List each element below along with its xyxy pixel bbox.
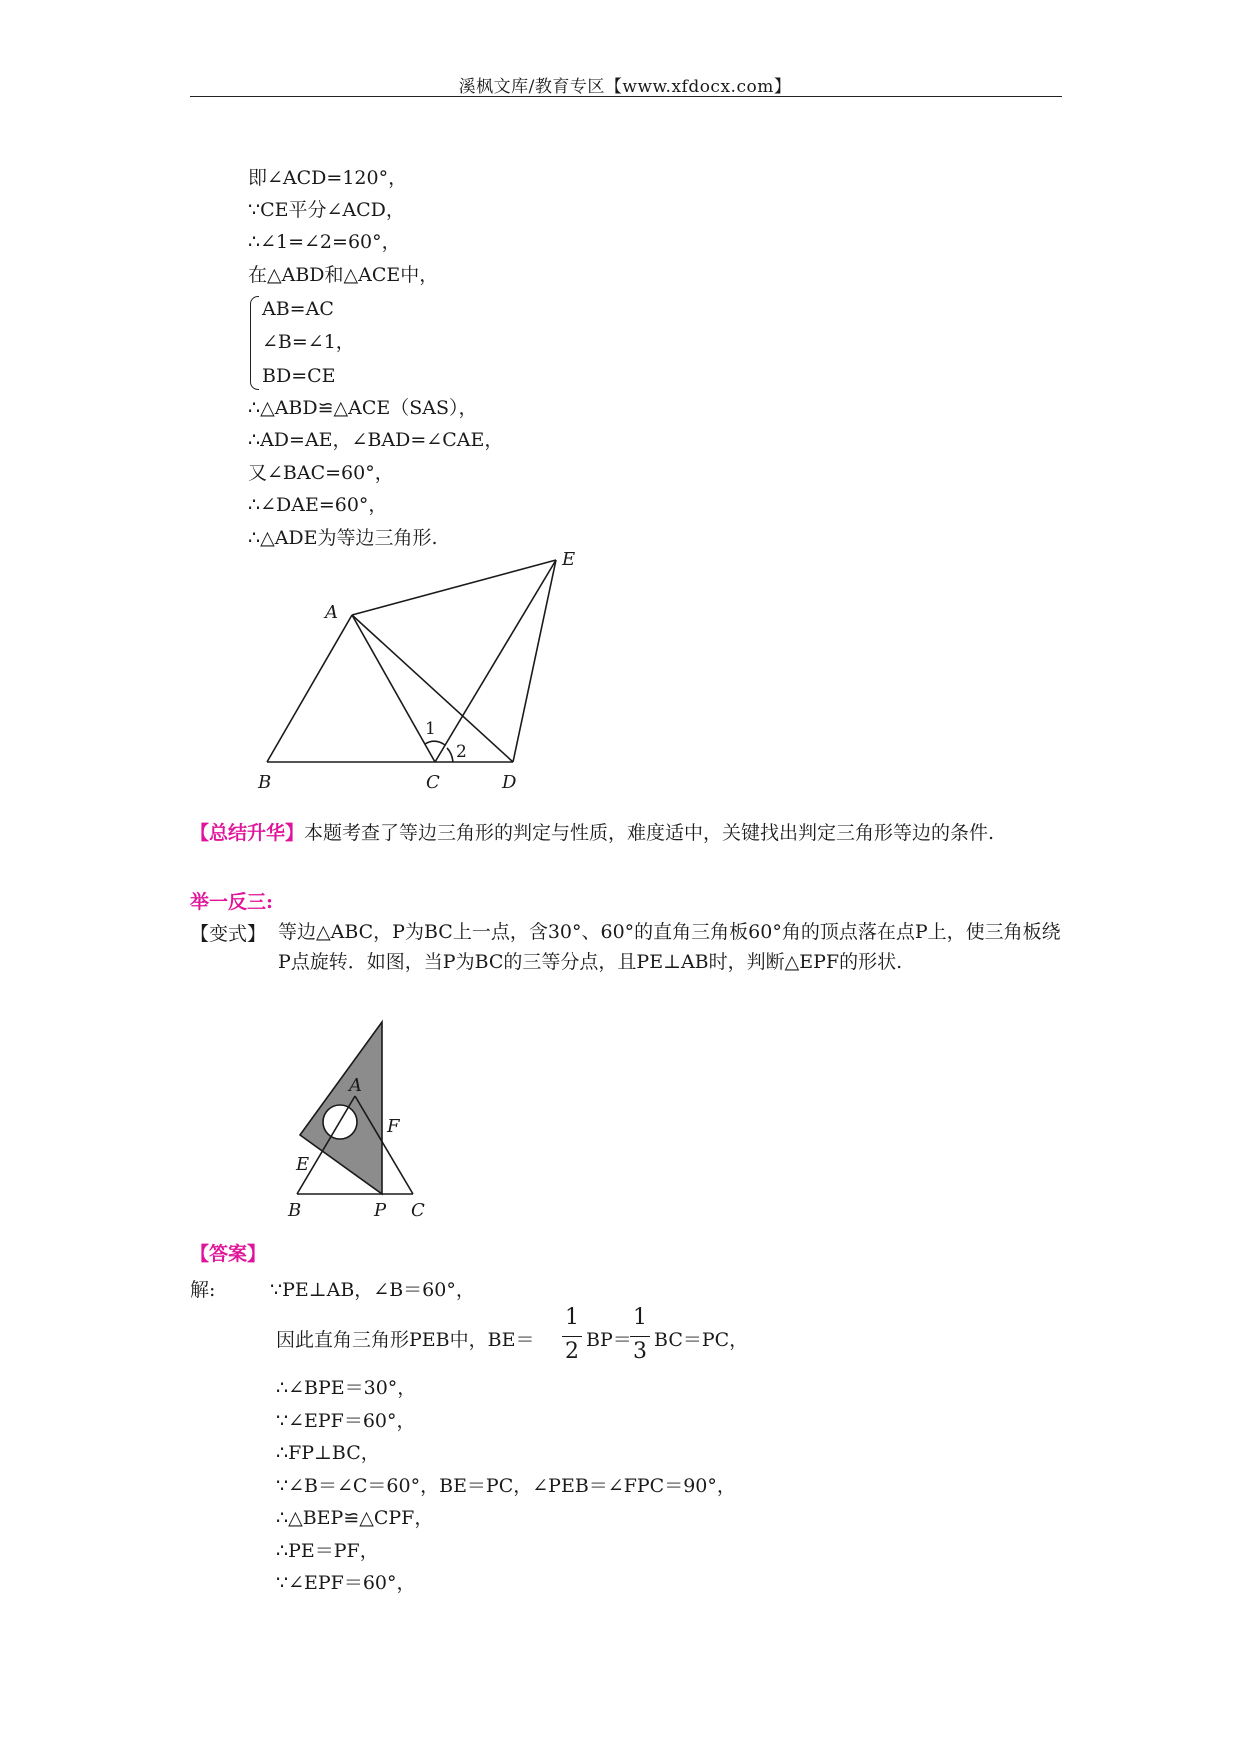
system-line: ∠B=∠1， — [262, 331, 355, 353]
segment-CE — [435, 560, 556, 762]
label-C: C — [426, 772, 440, 793]
practice-title: 举一反三: — [190, 891, 274, 913]
proof-line: ∴△ADE为等边三角形. — [248, 527, 438, 549]
label-B: B — [288, 1200, 302, 1218]
summary-tag: 【总结升华】 — [190, 822, 305, 844]
figure-2-geometry — [280, 1018, 450, 1218]
proof-line: ∴∠1=∠2=60°， — [248, 231, 401, 253]
label-F: F — [387, 1116, 400, 1137]
page-header: 溪枫文库/教育专区【www.xfdocx.com】 — [458, 77, 792, 97]
label-P: P — [374, 1200, 387, 1218]
solution-line: ∴∠BPE＝30°， — [276, 1377, 417, 1399]
label-D: D — [502, 772, 517, 793]
fraction-2-bar — [630, 1336, 650, 1337]
label-C: C — [411, 1200, 425, 1218]
label-B: B — [258, 772, 272, 793]
segment-AC — [352, 615, 435, 762]
fraction-1-bar — [562, 1336, 582, 1337]
system-brace — [250, 296, 259, 390]
label-angle-1: 1 — [425, 719, 436, 739]
fraction-line-mid: BP＝ — [586, 1329, 632, 1351]
solution-line: ∴FP⊥BC， — [276, 1442, 380, 1464]
summary-text: 本题考查了等边三角形的判定与性质，难度适中，关键找出判定三角形等边的条件. — [304, 822, 995, 844]
header-divider — [190, 96, 1062, 97]
solution-line: ∵∠EPF＝60°， — [276, 1410, 416, 1432]
fraction-line-suffix: BC＝PC， — [654, 1329, 749, 1351]
label-A: A — [349, 1075, 362, 1096]
label-A: A — [325, 602, 338, 623]
label-angle-2: 2 — [456, 742, 467, 762]
fraction-2-numerator: 1 — [633, 1305, 647, 1330]
solution-line: ∵∠EPF＝60°， — [276, 1572, 416, 1594]
solution-line: ∴△BEP≌△CPF， — [276, 1507, 434, 1529]
system-line: AB=AC — [262, 298, 334, 320]
segment-AD — [352, 615, 513, 762]
fraction-2-denominator: 3 — [633, 1339, 647, 1364]
system-line: BD=CE — [262, 365, 336, 387]
angle-1-arc — [425, 741, 445, 745]
proof-line: 在△ABD和△ACE中， — [248, 264, 439, 286]
proof-line: ∴AD=AE，∠BAD=∠CAE， — [248, 429, 504, 451]
summary-paragraph — [190, 818, 1060, 848]
solution-line: ∵∠B＝∠C＝60°，BE＝PC，∠PEB＝∠FPC＝90°， — [276, 1475, 736, 1497]
fraction-line-prefix: 因此直角三角形PEB中，BE＝ — [276, 1329, 535, 1351]
segment-AE — [352, 560, 556, 615]
figure-1-geometry — [240, 545, 600, 795]
segment-AB — [267, 615, 352, 762]
label-E: E — [296, 1154, 310, 1175]
answer-tag: 【答案】 — [190, 1243, 267, 1265]
fraction-1-denominator: 2 — [565, 1339, 579, 1364]
proof-line: 又∠BAC=60°， — [248, 462, 394, 484]
label-E: E — [562, 549, 576, 570]
proof-line: ∴△ABD≌△ACE（SAS）， — [248, 397, 478, 419]
proof-line: 即∠ACD=120°， — [248, 167, 408, 189]
fraction-1-numerator: 1 — [565, 1305, 579, 1330]
solution-line: ∴PE＝PF， — [276, 1540, 379, 1562]
solution-line: ∵PE⊥AB，∠B＝60°， — [270, 1279, 475, 1301]
variant-tag: 【变式】 — [190, 923, 267, 945]
variant-text: 等边△ABC，P为BC上一点，含30°、60°的直角三角板60°角的顶点落在点P上，使三角板绕P点旋转．如图，当P为BC的三等分点，且PE⊥AB时，判断△EPF的形状. — [278, 921, 1061, 973]
proof-line: ∴∠DAE=60°， — [248, 494, 388, 516]
segment-DE — [513, 560, 556, 762]
solution-lead: 解: — [190, 1279, 216, 1301]
angle-2-arc — [447, 748, 453, 762]
proof-line: ∵CE平分∠ACD， — [248, 199, 405, 221]
